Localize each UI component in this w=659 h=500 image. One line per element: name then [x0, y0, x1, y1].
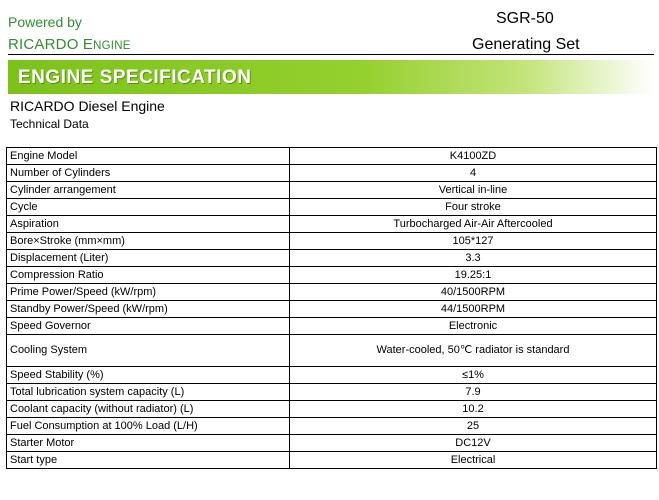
table-row [7, 367, 657, 384]
spec-label: Prime Power/Speed (kW/rpm) [7, 284, 290, 301]
table-row [7, 401, 657, 418]
table-row [7, 216, 657, 233]
spec-label: Engine Model [7, 148, 290, 165]
header-rule [8, 54, 654, 55]
table-row [7, 165, 657, 182]
product-subtitle: Generating Set [472, 36, 580, 53]
spec-value: 19.25:1 [290, 267, 657, 284]
model-name: SGR-50 [496, 10, 554, 27]
spec-value: K4100ZD [290, 148, 657, 165]
table-row [7, 250, 657, 267]
spec-label: Start type [7, 452, 290, 469]
spec-label: Standby Power/Speed (kW/rpm) [7, 301, 290, 318]
brand-main: RICARDO E [8, 36, 94, 53]
spec-label: Speed Stability (%) [7, 367, 290, 384]
spec-value: 7.9 [290, 384, 657, 401]
spec-value: Electronic [290, 318, 657, 335]
table-row [7, 233, 657, 250]
spec-label: Bore×Stroke (mm×mm) [7, 233, 290, 250]
section-subtitle: Technical Data [10, 117, 89, 131]
spec-label: Coolant capacity (without radiator) (L) [7, 401, 290, 418]
table-row [7, 384, 657, 401]
table-row [7, 148, 657, 165]
spec-label: Aspiration [7, 216, 290, 233]
spec-label: Cycle [7, 199, 290, 216]
powered-by-text: Powered by [8, 14, 82, 30]
table-row [7, 301, 657, 318]
table-row [7, 199, 657, 216]
section-title: RICARDO Diesel Engine [10, 98, 165, 114]
spec-label: Cooling System [7, 335, 290, 367]
spec-value: Turbocharged Air-Air Aftercooled [290, 216, 657, 233]
brand-small: NGINE [93, 40, 131, 52]
spec-value: DC12V [290, 435, 657, 452]
spec-banner [8, 60, 654, 94]
spec-label: Total lubrication system capacity (L) [7, 384, 290, 401]
spec-value: 40/1500RPM [290, 284, 657, 301]
banner-title: ENGINE SPECIFICATION [18, 67, 252, 88]
spec-value: 10.2 [290, 401, 657, 418]
table-row [7, 182, 657, 199]
spec-label: Speed Governor [7, 318, 290, 335]
spec-table [6, 147, 657, 469]
spec-label: Starter Motor [7, 435, 290, 452]
brand-name [8, 36, 131, 53]
spec-value: 3.3 [290, 250, 657, 267]
table-row [7, 335, 657, 367]
spec-value: 25 [290, 418, 657, 435]
spec-value: Water-cooled, 50℃ radiator is standard [290, 335, 657, 367]
table-row [7, 318, 657, 335]
spec-value: Four stroke [290, 199, 657, 216]
spec-label: Cylinder arrangement [7, 182, 290, 199]
spec-value: ≤1% [290, 367, 657, 384]
spec-value: Electrical [290, 452, 657, 469]
spec-value: 4 [290, 165, 657, 182]
table-row [7, 267, 657, 284]
spec-label: Fuel Consumption at 100% Load (L/H) [7, 418, 290, 435]
table-row [7, 452, 657, 469]
table-row [7, 418, 657, 435]
spec-value: 105*127 [290, 233, 657, 250]
spec-value: 44/1500RPM [290, 301, 657, 318]
spec-label: Displacement (Liter) [7, 250, 290, 267]
table-row [7, 435, 657, 452]
spec-label: Compression Ratio [7, 267, 290, 284]
table-row [7, 284, 657, 301]
spec-label: Number of Cylinders [7, 165, 290, 182]
spec-value: Vertical in-line [290, 182, 657, 199]
